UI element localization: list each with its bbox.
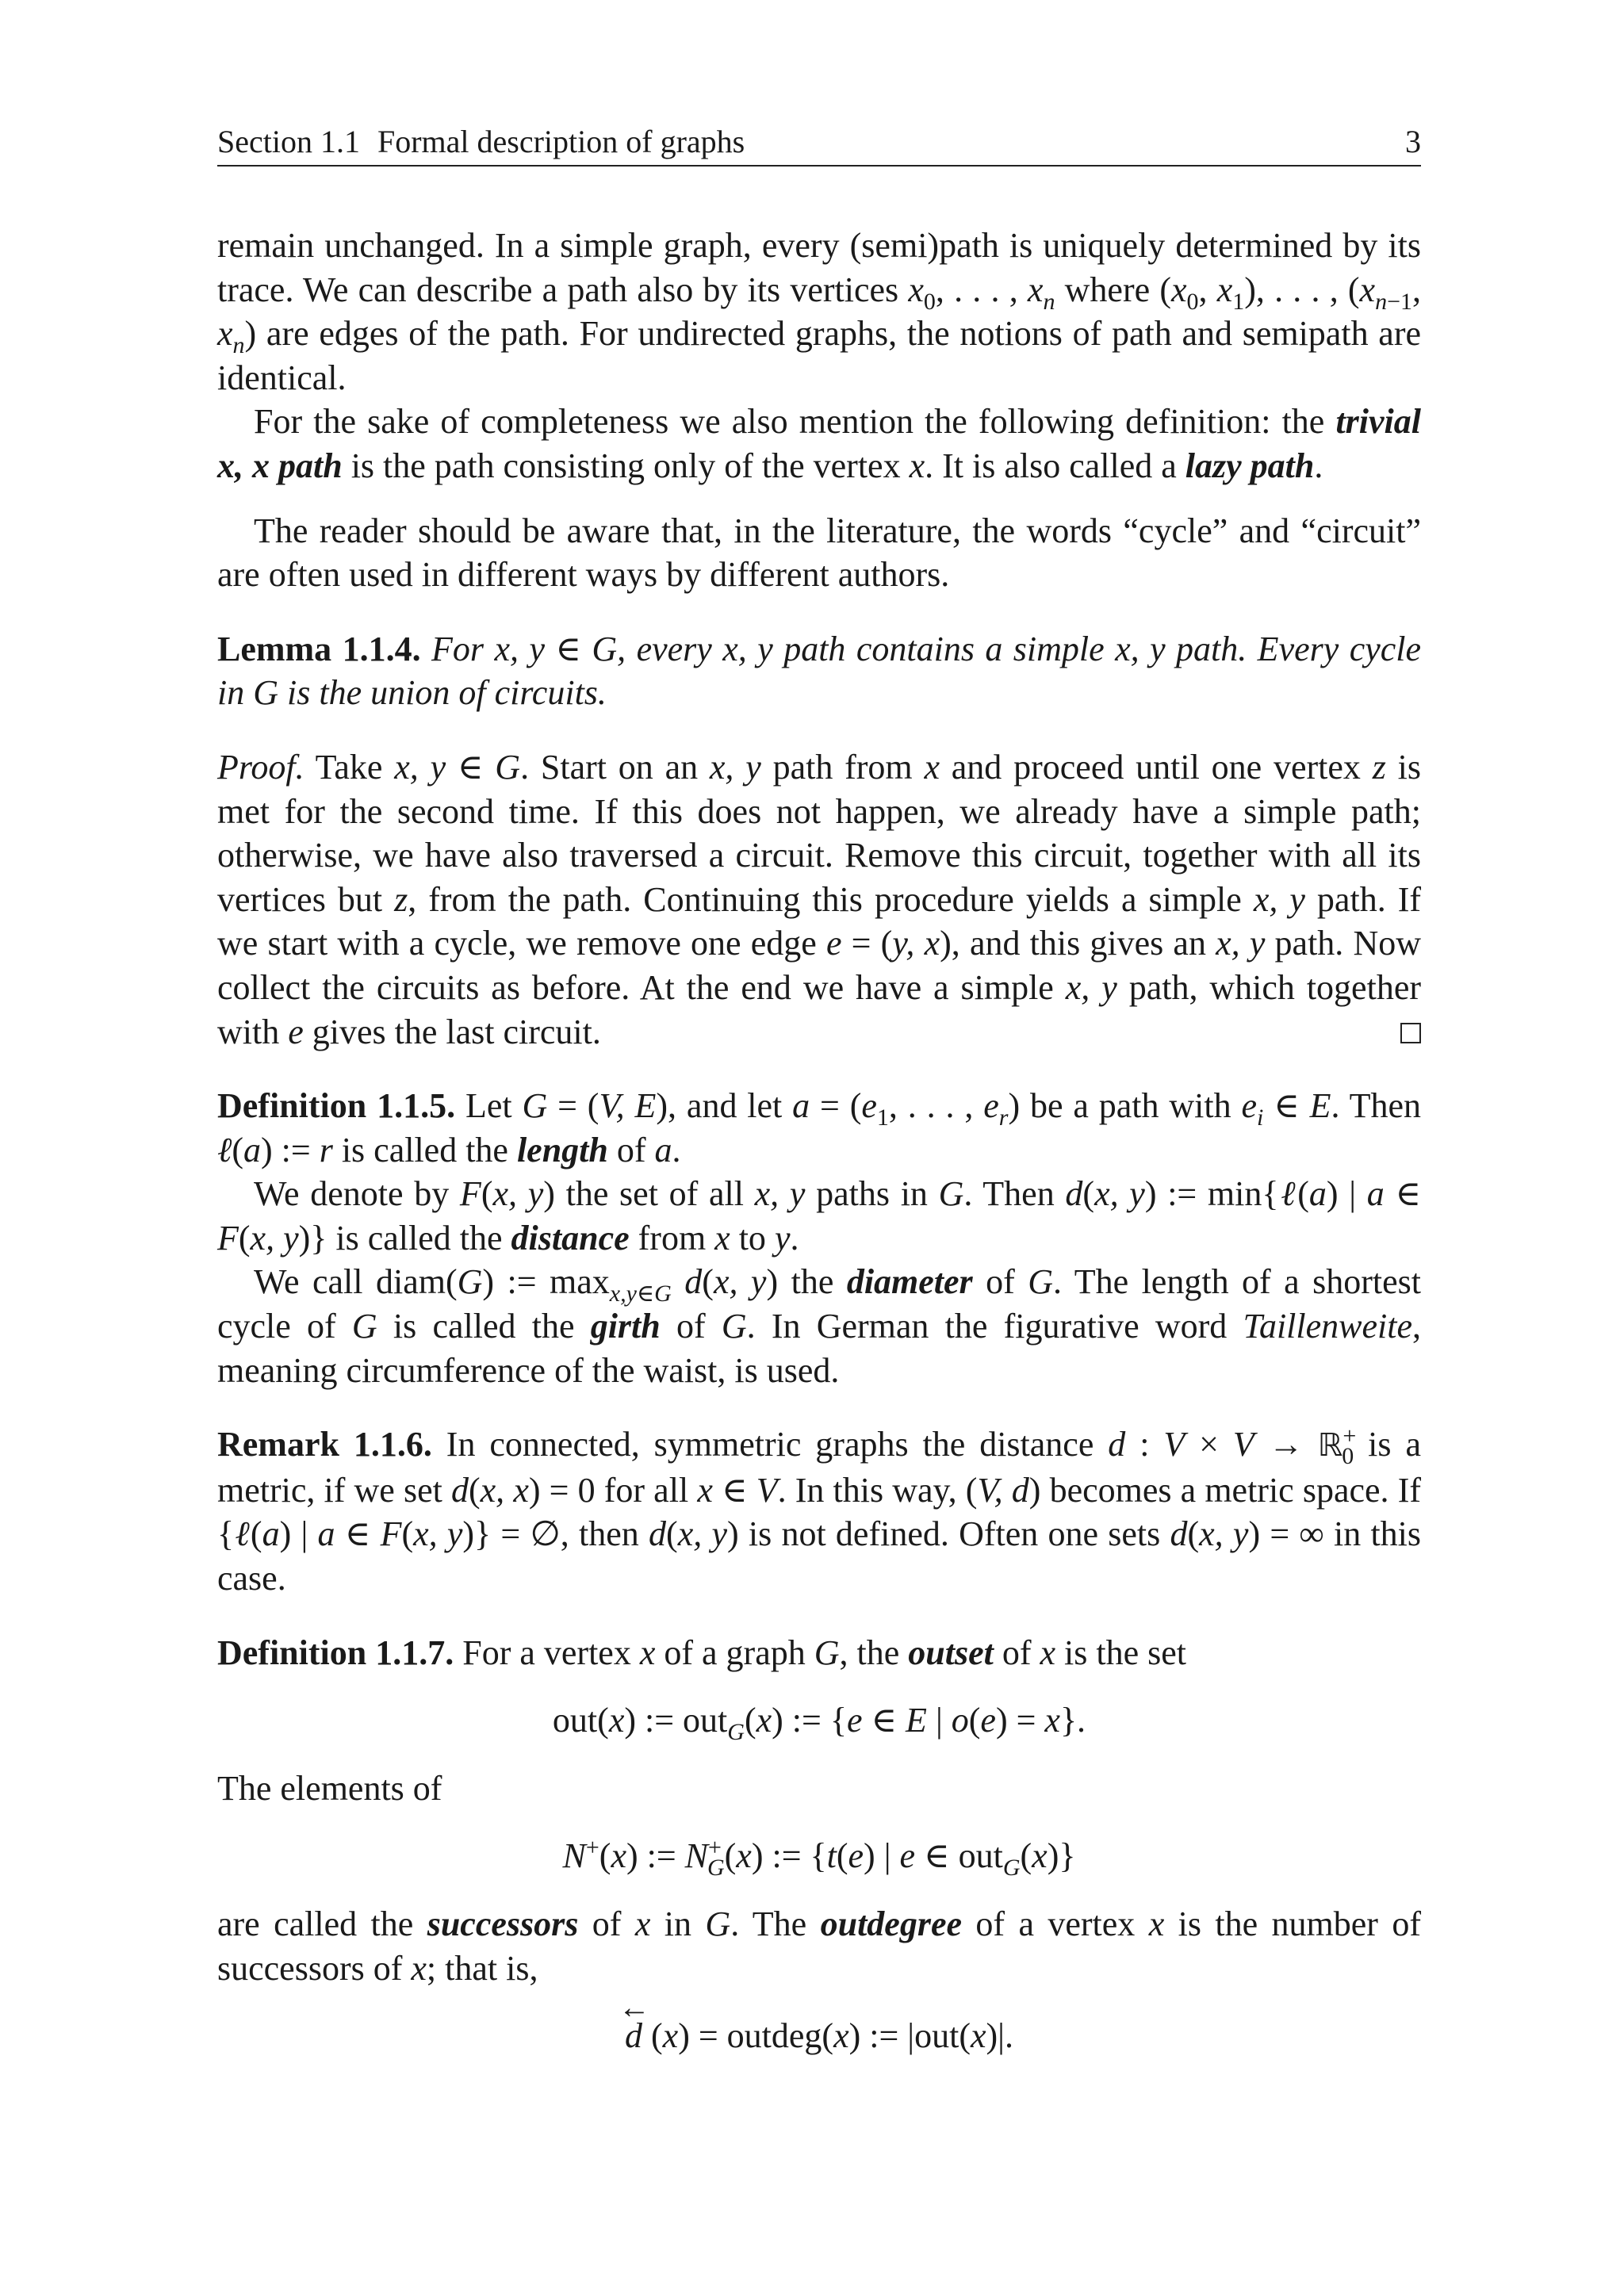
section-title: Formal description of graphs bbox=[377, 124, 745, 159]
definition-5-label: Definition 1.1.5. bbox=[217, 1086, 456, 1126]
definition-7-label: Definition 1.1.7. bbox=[217, 1633, 454, 1672]
remark-6-label: Remark 1.1.6. bbox=[217, 1425, 432, 1464]
term-outdegree: outdegree bbox=[820, 1904, 962, 1943]
definition-1-1-7: Definition 1.1.7. For a vertex x of a graph G, the outset of x is the set bbox=[217, 1633, 1187, 1672]
term-taillenweite: Taillenweite bbox=[1243, 1307, 1413, 1346]
term-lazy-path: lazy path bbox=[1185, 446, 1315, 485]
proof-lemma-1-1-4: Proof. Take x, y ∈ G. Start on an x, y path from x and proceed until one vertex z is met for the second time. If this does not happen, we already have a simple path; otherwise, we have also traversed a circuit. Remove this circuit, together with all its vertices but z, from the path. Continuing this procedure yields a simple x, y path. If we start with a cycle, we remove one edge e = (y, x), and this gives an x, y path. Now collect the circuits as before. At the end we have a simple x, y path, which together with e gives the last circuit. bbox=[217, 747, 1422, 1051]
term-length: length bbox=[516, 1130, 608, 1169]
proof-label: Proof. bbox=[217, 747, 304, 787]
term-distance: distance bbox=[511, 1218, 630, 1258]
paragraph-successors: are called the successors of x in G. The outdegree of a vertex x is the number of successors of x; that is, bbox=[217, 1904, 1421, 1988]
lemma-label: Lemma 1.1.4. bbox=[217, 629, 421, 668]
section-heading bbox=[217, 119, 745, 165]
page-number: 3 bbox=[1405, 124, 1421, 159]
remark-1-1-6: Remark 1.1.6. In connected, symmetric graphs the distance d : V × V → ℝ+$_0$ is a metric, if we set d(x, x) = 0 for all x ∈ V. In this way, (V, d) becomes a metric space. If {ℓ(a) | a ∈ F(x, y)} = ∅, then d(x, y) is not defined. Often one sets d(x, y) = ∞ in this case. bbox=[217, 1422, 1422, 1598]
paragraph-paths: remain unchanged. In a simple graph, every (semi)path is uniquely determined by its trace. We can describe a path also by its vertices $x_0$, . . . , $x_n$ where ($x_0$, $x_1$), . . . , ($x_{n-1}$, $x_n$) are edges of the path. For undirected graphs, the notions of path and semipath are identical. bbox=[217, 226, 1421, 397]
qed-box bbox=[1400, 1023, 1421, 1043]
equation-outset: out(x) := out$_G$(x) := {e ∈ E | o(e) = x}. bbox=[552, 1701, 1086, 1746]
paragraph-cycle-circuit-note: The reader should be aware that, in the literature, the words “cycle” and “circuit” are often used in different ways by different authors. bbox=[217, 511, 1421, 595]
term-outset: outset bbox=[908, 1633, 994, 1672]
definition-1-1-5-distance: We denote by F(x, y) the set of all x, y paths in G. Then d(x, y) := min{ℓ(a) | a ∈ F(x, y)} is called the distance from x to y. bbox=[217, 1174, 1422, 1258]
definition-1-1-5: Definition 1.1.5. Let G = (V, E), and let $a = (e_1$, . . . , $e_r$) be a path with $e_i$ ∈ E. Then ℓ(a) := r is called the length of a. bbox=[217, 1086, 1421, 1169]
definition-1-1-5-diameter: We call diam(G) := $\max_{x,y\in G} d(x$, y) the diameter of G. The length of a shortest cycle of G is called the girth of G. In German the figurative word Taillenweite, meaning circumference of the waist, is used. bbox=[217, 1262, 1422, 1390]
term-girth: girth bbox=[590, 1307, 661, 1346]
paragraph-trivial-path: For the sake of completeness we also mention the following definition: the trivial x, x path is the path consisting only of the vertex x. It is also called a lazy path. bbox=[217, 402, 1421, 485]
paragraph-elements-of: The elements of bbox=[217, 1768, 442, 1808]
term-trivial-path: trivial x, x path bbox=[217, 402, 1421, 485]
running-head bbox=[217, 119, 1421, 167]
term-successors: successors bbox=[427, 1904, 579, 1943]
lemma-1-1-4: Lemma 1.1.4. For x, y ∈ G, every x, y path contains a simple x, y path. Every cycle in G is the union of circuits. bbox=[217, 629, 1422, 713]
equation-outdegree: ← d (x) = outdeg(x) := |out(x)|. bbox=[619, 1989, 1013, 2056]
term-diameter: diameter bbox=[846, 1262, 973, 1302]
equation-successors: N+(x) := $N^+_G(x)$ := {t(e) | e ∈ out$_G$(x)} bbox=[562, 1834, 1076, 1881]
section-number: Section 1.1 bbox=[217, 124, 360, 159]
page-body bbox=[217, 224, 1421, 2082]
